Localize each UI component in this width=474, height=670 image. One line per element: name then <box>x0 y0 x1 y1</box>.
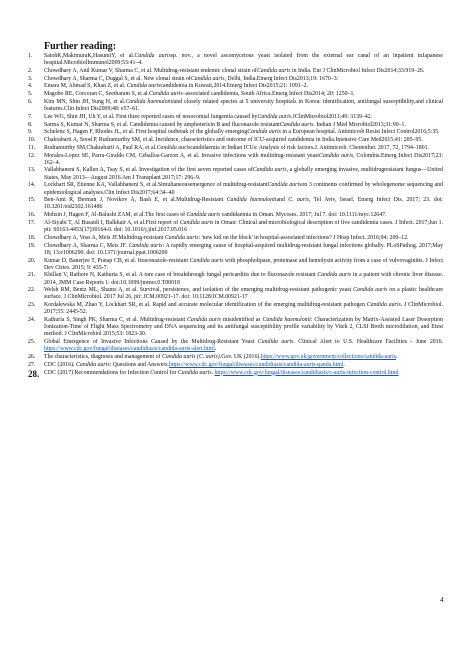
reference-text-segment: Emara M, Ahmad S, Khan Z, et al. <box>44 83 127 90</box>
species-name: Candida auris <box>177 369 212 376</box>
reference-number: 14. <box>28 182 36 189</box>
reference-number: 19. <box>28 242 36 249</box>
reference-text <box>44 220 443 234</box>
reference-text-segment: Sarma S, Kumar N, Sharma S, et al. Candidemia caused by amphotericin B and fluconazole resistant <box>44 121 280 128</box>
reference-text-segment: Ben-Ami R, Berman J, Novikov A, Bash E, et al.Multidrug-Resistant <box>44 197 227 204</box>
reference-text-segment: Global Emergence of Invasive Infections Caused by the Multidrug-Resistant Yeast <box>44 339 258 346</box>
species-name: Candida auris (C. auris) <box>161 354 220 361</box>
reference-text-segment: Mohsin J, Hagen F, Al-Balushi ZAM, et al.The first cases of <box>44 212 187 219</box>
reference-text-segment: Al-Siyabi T, Al Busaidi I, Balkhair A, et al.First report of <box>44 219 180 226</box>
reference-text-segment: sp. nov., a novel ascomycetous yeast isolated from the external ear canal of an inpatient inJapanese hospital.MicrobiolImmunol2009;53:41–4. <box>44 53 443 67</box>
reference-item <box>28 339 443 353</box>
reference-number: 13. <box>28 167 36 174</box>
reference-text <box>44 197 443 211</box>
reference-item <box>28 167 443 181</box>
reference-text <box>44 53 443 67</box>
reference-number: 6. <box>28 98 33 105</box>
species-name: Candida haemulonii <box>262 317 311 324</box>
reference-text-segment: : 'new kid on the block' in hospital-associated infections? J Hosp Infect. 2016;94: 209–12. <box>198 234 409 241</box>
reference-text-segment: : Questions and Answers. <box>109 361 170 368</box>
reference-text <box>44 362 443 369</box>
species-name: Candida auris <box>366 302 401 309</box>
reference-text-segment: in Oman: Clinical and microbiological description of five candidemia cases. J Infect. 2017;Jun 1. pii: S0163-4453(17)30164-0. doi: 10.1016/j.jinf.2017.05.016 <box>44 219 443 234</box>
reference-text <box>44 153 443 167</box>
reference-text <box>44 272 443 286</box>
species-name: Candida auris <box>149 91 183 98</box>
reference-item <box>28 272 443 286</box>
reference-text-segment: SatohK,MakimuraK,HasumiY, et al. <box>44 53 135 59</box>
reference-item <box>28 317 443 338</box>
reference-item <box>28 287 443 301</box>
reference-number: 21. <box>28 272 36 279</box>
reference-number: 3. <box>28 75 33 82</box>
species-name: Candida auris <box>179 219 214 226</box>
reference-text <box>44 317 443 338</box>
reference-text-segment: . <box>396 354 398 361</box>
reference-text-segment: Kim MN, Shin JH, Sung H, et al. <box>44 98 126 105</box>
section-heading: Further reading: <box>44 41 117 52</box>
reference-item <box>28 91 443 98</box>
reference-number: 28. <box>28 368 40 379</box>
reference-item <box>28 220 443 234</box>
reference-number: 18. <box>28 234 36 241</box>
reference-text-segment: CDC (2016). <box>44 361 76 368</box>
reference-number: 27. <box>28 361 36 368</box>
reference-text-segment: . <box>211 369 215 376</box>
reference-link[interactable]: https://www.cdc.gov/fungal/diseases/candidiasis/candida-auris-qanda.html <box>169 361 344 368</box>
reference-text-segment: in a patient with chronic liver disease. 2014, JMM Case Reports 1: doi:10.1099/jmmcr.0.T00018 <box>44 272 444 286</box>
reference-text <box>44 83 443 90</box>
reference-number: 11. <box>28 144 36 151</box>
species-name: Candida auris <box>189 257 224 264</box>
reference-text-segment: , Delhi, India.Emerg Infect Dis2013;19: 1670–3. <box>224 75 339 82</box>
species-name: Candida auris <box>267 182 302 189</box>
reference-text <box>44 99 443 113</box>
reference-text <box>44 339 443 353</box>
reference-text-segment: . Indian J Med Microbiol2013;31:90–1. <box>313 121 406 128</box>
reference-number: 16. <box>28 212 36 219</box>
species-name: Candida auris <box>252 167 287 174</box>
species-name: Candida auris <box>318 152 354 159</box>
reference-text-segment: –associated candidemia, South Africa.Emerg Infect Dis2014; 20: 1250–1. <box>182 91 355 98</box>
reference-text-segment: . Clinical Alert to U.S. Healthcare Facilities - June 2016. <box>293 339 443 346</box>
reference-text-segment: .Gov. UK (2016). <box>219 354 261 361</box>
species-name: Candida auris <box>257 339 294 346</box>
species-name: Candida auris <box>187 317 222 324</box>
reference-item <box>28 99 443 113</box>
reference-number: 7. <box>28 113 33 120</box>
species-name: Candida auris <box>190 75 225 82</box>
reference-text-segment: , a globally emerging invasive, multidrugresistant fungus—United States, May 2013—August 2016.Am J Transplant 2017;17: 296–9. <box>44 167 443 181</box>
reference-item <box>28 53 443 67</box>
reference-text-segment: , Tel Aviv, Israel. Emerg Infect Dis. 2017; 23. doi: 10.3201/eid2302.161486 <box>44 197 444 211</box>
reference-item <box>28 258 443 272</box>
reference-text-segment: candidaemia in Oman. Mycoses. 2017; Jul 7. doi: 10.1111/myc.12647. <box>220 212 387 219</box>
reference-item <box>28 362 443 369</box>
reference-text-segment: , Colombia.Emerg Infect Dis2017;23: 162–4. <box>44 152 443 166</box>
reference-text-segment: Morales-Lopez SE, Parra-Giraldo CM, Ceballos-Garzon A, et al. Invasive infections with multidrug-resistant yeast <box>44 152 319 159</box>
reference-link[interactable]: https://www.cdc.gov/fungal/diseases/candidiasis/candida-auris-alert.html <box>44 346 215 353</box>
species-name: Candida haemulonii <box>226 197 277 204</box>
reference-text <box>44 243 443 257</box>
reference-text-segment: Rudramurthy SM,Chakrabarti A, Paul RA, et al. <box>44 144 157 151</box>
species-name: Candida auris <box>164 234 199 241</box>
reference-text <box>44 212 443 219</box>
reference-item <box>28 243 443 257</box>
reference-text-segment: Vallabhaneni S, Kallen A, Tsay S, et al. Investigation of the first seven reported cases of <box>44 167 253 174</box>
reference-text <box>44 68 443 75</box>
reference-item <box>28 68 443 75</box>
reference-text-segment: Kordalewska M, Zhao Y, Lockhart SR, et al. Rapid and accurate molecular identification of the emerging multidrug-resistant pathogen <box>44 302 367 309</box>
species-name: Candida auris <box>247 129 281 136</box>
reference-item <box>28 182 443 196</box>
reference-text-segment: and <box>276 197 289 204</box>
reference-text <box>44 370 443 378</box>
reference-text <box>44 122 443 129</box>
reference-text-segment: . J ClinMicrobiol. 2017;55: 2445-52. <box>44 302 443 316</box>
reference-number: 2. <box>28 67 33 74</box>
reference-link[interactable]: https://www.gov.uk/government/collections/candida-auris <box>260 354 397 361</box>
reference-text <box>44 114 443 121</box>
reference-text-segment: Chowdhary A, Anil Kumar V, Sharma C, et al. Multidrug-resistant endemic clonal strain of <box>44 67 257 74</box>
reference-item <box>28 129 443 136</box>
reference-item <box>28 145 443 152</box>
species-name: Candida auris <box>186 212 221 219</box>
reference-text <box>44 287 443 301</box>
reference-text-segment: in a European hospital. Antimicrob Resist Infect Control2016;5:35. <box>280 129 440 136</box>
reference-text-segment: . <box>214 346 217 353</box>
reference-number: 26. <box>28 354 36 361</box>
reference-item <box>28 83 443 90</box>
species-name: Candida auris <box>279 121 314 128</box>
reference-item <box>28 114 443 121</box>
reference-text-segment: Lockhart SR, Etienne KA, Vallabhaneni S, et al.Simultaneousemergence of multidrug-resistant <box>44 182 268 189</box>
reference-text <box>44 167 443 181</box>
reference-number: 1. <box>28 53 33 59</box>
reference-number: 17. <box>28 219 36 226</box>
species-name: Candida haemulonii <box>125 98 174 105</box>
reference-text <box>44 235 443 242</box>
reference-text-segment: Kathuria S, Singh PK, Sharma C, et al. Multidrug-resistant <box>44 317 188 324</box>
reference-text-segment: candidaemia in Indian ICUs: Analysis of risk factors.J. Antimicrob. Chemother. 2017, 72, 1794–1801. <box>190 144 429 151</box>
reference-text <box>44 182 443 196</box>
reference-list <box>28 53 443 378</box>
reference-text-segment: on 3 continents confirmed by wholegenome sequencing and epidemiological analyses.Clin Infect Dis2017;64:34–40 <box>44 182 443 196</box>
species-name: Candida auris <box>134 53 171 59</box>
reference-number: 8. <box>28 121 33 128</box>
species-name: Candida auris <box>257 113 292 120</box>
reference-item <box>28 235 443 242</box>
reference-text-segment: .JClinMicrobiol2011;49: 3139–42. <box>291 113 373 120</box>
species-name: Candida auris <box>256 67 291 74</box>
reference-text-segment: CDC (2017) Recommendations for Infection Control for <box>44 369 178 376</box>
reference-text <box>44 354 443 361</box>
reference-text <box>44 137 443 144</box>
reference-item <box>28 370 443 378</box>
reference-text-segment: in India. Eur J ClinMicrobiol Infect Dis2014;33:919–26. <box>290 67 425 74</box>
species-name: Candida auris <box>128 242 163 249</box>
reference-text-segment: misidentified as <box>221 317 263 324</box>
reference-text-segment: . <box>343 361 345 368</box>
species-name: Candida auris <box>317 272 352 279</box>
reference-text-segment: Schelenz S, Hagen F, Rhodes JL, et al. First hospital outbreak of the globally emerging <box>44 129 248 136</box>
reference-text-segment: with phospholipase, proteinase and hemolysin activity from a case of vulvovaginitis. J Infect Dev Ctries. 2015; 9: 435-7. <box>44 257 444 271</box>
reference-text-segment: and closely related species at 5 university hospitals in Korea: identification, antifungal susceptibility,and clinical features.Clin Infect Dis2009;48: e57–61. <box>44 98 443 113</box>
reference-text <box>44 145 443 152</box>
reference-link[interactable]: https://www.cdc.gov/fungal/diseases/candidiasis/c-auris-infection-control.html <box>214 369 399 376</box>
reference-text <box>44 302 443 316</box>
reference-text-segment: : Characterization by Matrix-Assisted Laser Desorption Ionization-Time of Flight Mass Spectrometry and DNA sequencing and its antifungal susceptibility profile variability by Vitek 2, CLSI Broth microdilution, and Etest method. J ClinMicrobiol 2015;53: 1823-30. <box>44 317 443 338</box>
reference-text <box>44 129 443 136</box>
reference-item <box>28 212 443 219</box>
reference-text <box>44 76 443 83</box>
species-name: Candida auris <box>126 83 161 90</box>
species-name: Candida auris <box>75 361 110 368</box>
species-name: Candida auris <box>353 287 388 294</box>
reference-number: 23. <box>28 302 36 309</box>
reference-text-segment: The characteristics, diagnosis and management of <box>44 354 162 361</box>
reference-text-segment: on a plastic healthcare surface. J ClinMicrobiol. 2017 Jul 26, pii: JCM.00921-17. doi: 10.1128/JCM.00921-17 <box>44 287 444 301</box>
reference-number: 12. <box>28 152 36 159</box>
reference-text-segment: candidemia in Kuwait,2014.Emerg Infect Dis2015;21: 1091–2. <box>160 83 308 90</box>
page-number: 4 <box>440 596 444 604</box>
reference-text-segment: Magobo RE, Corcoran C, Seetharam S, et al. <box>44 91 150 98</box>
reference-text <box>44 258 443 272</box>
reference-item <box>28 197 443 211</box>
reference-number: 10. <box>28 137 36 144</box>
reference-number: 25. <box>28 339 36 346</box>
reference-text-segment: Lee WG, Shin JH, Uh Y, et al. First three reported cases of nosocomial fungemia caused by <box>44 113 258 120</box>
reference-text-segment: Chowdhary A, Voss A, Meis JF.Multidrug-resistant <box>44 234 165 241</box>
reference-number: 9. <box>28 129 33 136</box>
reference-text-segment: Khillan V, Rathore N, Kathuria S, et al. A rare case of breakthrough fungal pericarditis due to fluconazole resistant <box>44 272 318 279</box>
reference-text-segment: Welsh RM, Bentz ML, Shams A, et al. Survival, persistence, and isolation of the emerging multidrug-resistant pathogenic yeast <box>44 287 354 294</box>
reference-text-segment: Chowdhary A, Sharma C, Duggal S, et al. New clonal strain of <box>44 75 191 82</box>
species-name: Candida auris <box>156 144 191 151</box>
reference-text-segment: Kumar D, Banerjee T, Pratap CB, et al. Itraconazole-resistant <box>44 257 190 264</box>
reference-item <box>28 137 443 144</box>
reference-number: 24. <box>28 317 36 324</box>
reference-item <box>28 153 443 167</box>
reference-number: 22. <box>28 287 36 294</box>
reference-number: 4. <box>28 83 33 90</box>
species-name: C. auris <box>288 197 310 204</box>
reference-text-segment: Chowdhary A, Sharma C, Meis JF. <box>44 242 129 249</box>
reference-item <box>28 302 443 316</box>
reference-number: 5. <box>28 91 33 98</box>
reference-number: 15. <box>28 197 36 204</box>
reference-text <box>44 91 443 98</box>
reference-item <box>28 354 443 361</box>
reference-text-segment: : A rapidly emerging cause of hospital-acquired multidrug-resistant fungal infections globally. PLoSPathog. 2017;May 18; 13:e1006290. doi: 10.1371/journal.ppat.1006290 <box>44 242 444 256</box>
reference-number: 20. <box>28 257 36 264</box>
reference-text-segment: Chakrabarti A, Sood P, Rudramurthy SM, et al. Incidence, characteristics and outcome of ICU-acquired candidemia in India.Intensive Care Med2015;41: 285–95. <box>44 137 423 144</box>
reference-item <box>28 122 443 129</box>
reference-item <box>28 76 443 83</box>
